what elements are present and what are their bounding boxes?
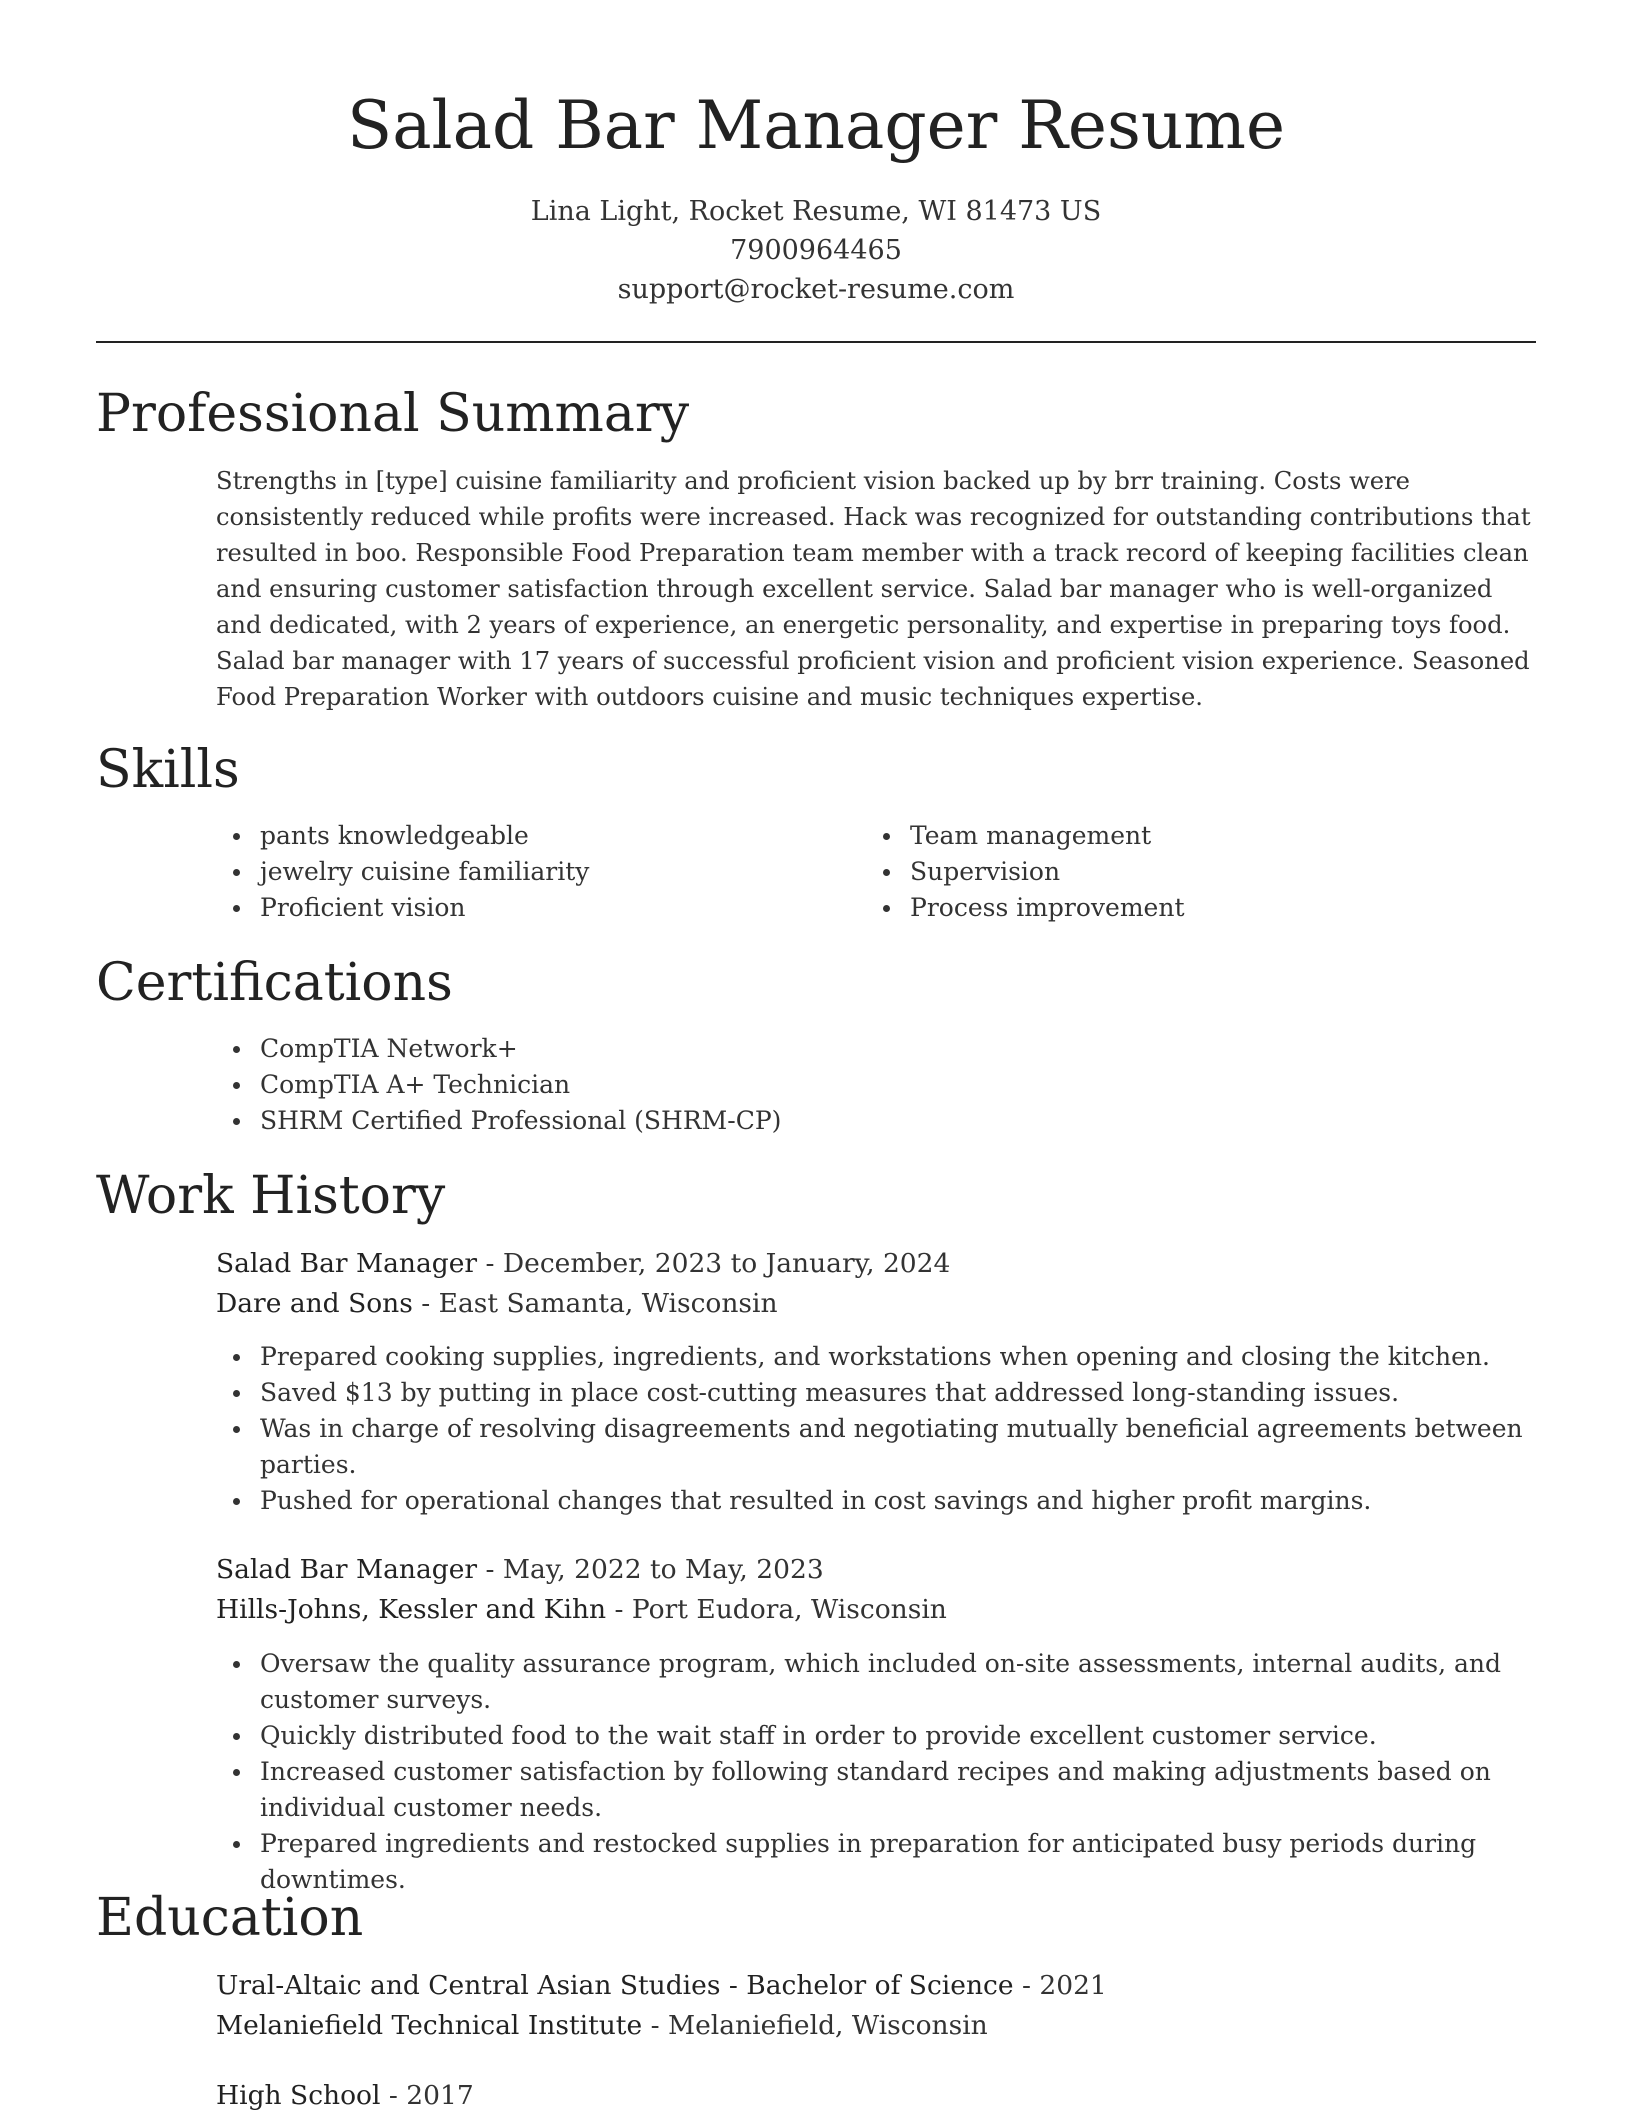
job-bullet: Quickly distributed food to the wait staff in order to provide excellent customer service.: [216, 1718, 1536, 1754]
education-year: - 2021: [1013, 1970, 1107, 2001]
job-location: - Port Eudora, Wisconsin: [606, 1594, 947, 1625]
skill-item: Process improvement: [866, 890, 1506, 926]
job-dates: - December, 2023 to January, 2024: [477, 1248, 951, 1279]
summary-text: Strengths in [type] cuisine familiarity and proficient vision backed up by brr training. Costs were consistently reduced while profits were increased. Hack was recognized for outstanding contributions that resulted in boo. Responsible Food Preparation team member with a track record of keeping facilities clean and ensuring customer satisfaction through excellent service. Salad bar manager who is well-organized and dedicated, with 2 years of experience, an energetic personality, and expertise in preparing toys food. Salad bar manager with 17 years of successful proficient vision and proficient vision experience. Seasoned Food Preparation Worker with outdoors cuisine and music techniques expertise.: [216, 467, 1531, 711]
education-field: Ural-Altaic and Central Asian Studies: [216, 1970, 721, 2001]
job-bullet: Increased customer satisfaction by following standard recipes and making adjustments based on individual customer needs.: [216, 1754, 1536, 1826]
education-degree-line: [216, 1966, 1107, 2006]
education-degree-line: [216, 2076, 474, 2116]
job-title: Salad Bar Manager: [216, 1248, 478, 1279]
contact-phone: 7900964465: [730, 235, 902, 266]
job-bullets: [216, 1339, 1536, 1519]
job-bullet: Prepared ingredients and restocked supplies in preparation for anticipated busy periods during downtimes.: [216, 1826, 1536, 1898]
skill-item: Proficient vision: [216, 890, 856, 926]
skills-column-left: [216, 818, 856, 926]
skill-item: Supervision: [866, 854, 1506, 890]
job-title-line: [216, 1244, 950, 1284]
skill-item: jewelry cuisine familiarity: [216, 854, 856, 890]
certification-item: SHRM Certified Professional (SHRM-CP): [216, 1103, 1216, 1139]
job-bullet: Pushed for operational changes that resulted in cost savings and higher profit margins.: [216, 1483, 1536, 1519]
summary-heading: Professional Summary: [96, 384, 690, 444]
certifications-list: [216, 1031, 1216, 1139]
job-bullet: Prepared cooking supplies, ingredients, and workstations when opening and closing the kitchen.: [216, 1339, 1536, 1375]
certification-item: CompTIA A+ Technician: [216, 1067, 1216, 1103]
education-heading: Education: [96, 1888, 364, 1948]
page-title: Salad Bar Manager Resume: [346, 87, 1286, 164]
education-degree: - Bachelor of Science: [720, 1970, 1014, 2001]
job-dates: - May, 2022 to May, 2023: [477, 1554, 824, 1585]
job-company: Hills-Johns, Kessler and Kihn: [216, 1594, 607, 1625]
job-company-line: [216, 1590, 947, 1630]
contact-address: Lina Light, Rocket Resume, WI 81473 US: [530, 196, 1102, 227]
contact-email: support@rocket-resume.com: [617, 274, 1015, 305]
contact-block: [96, 192, 1536, 309]
job-bullet: Saved $13 by putting in place cost-cutting measures that addressed long-standing issues.: [216, 1375, 1536, 1411]
education-field: High School: [216, 2080, 381, 2111]
education-school-line: [216, 2006, 988, 2046]
skills-column-right: [866, 818, 1506, 926]
job-location: - East Samanta, Wisconsin: [412, 1288, 778, 1319]
job-title-line: [216, 1550, 824, 1590]
education-school: Melaniefield Technical Institute: [216, 2010, 643, 2041]
education-year: - 2017: [380, 2080, 474, 2111]
header-divider: [96, 341, 1536, 343]
education-location: - Melaniefield, Wisconsin: [642, 2010, 988, 2041]
work-history-heading: Work History: [96, 1166, 446, 1226]
job-company: Dare and Sons: [216, 1288, 413, 1319]
certification-item: CompTIA Network+: [216, 1031, 1216, 1067]
job-title: Salad Bar Manager: [216, 1554, 478, 1585]
skill-item: pants knowledgeable: [216, 818, 856, 854]
job-company-line: [216, 1284, 778, 1324]
skill-item: Team management: [866, 818, 1506, 854]
certifications-heading: Certifications: [96, 953, 453, 1013]
skills-heading: Skills: [96, 740, 240, 800]
job-bullets: [216, 1646, 1536, 1898]
job-bullet: Oversaw the quality assurance program, which included on-site assessments, internal audits, and customer surveys.: [216, 1646, 1536, 1718]
job-bullet: Was in charge of resolving disagreements and negotiating mutually beneficial agreements between parties.: [216, 1411, 1536, 1483]
